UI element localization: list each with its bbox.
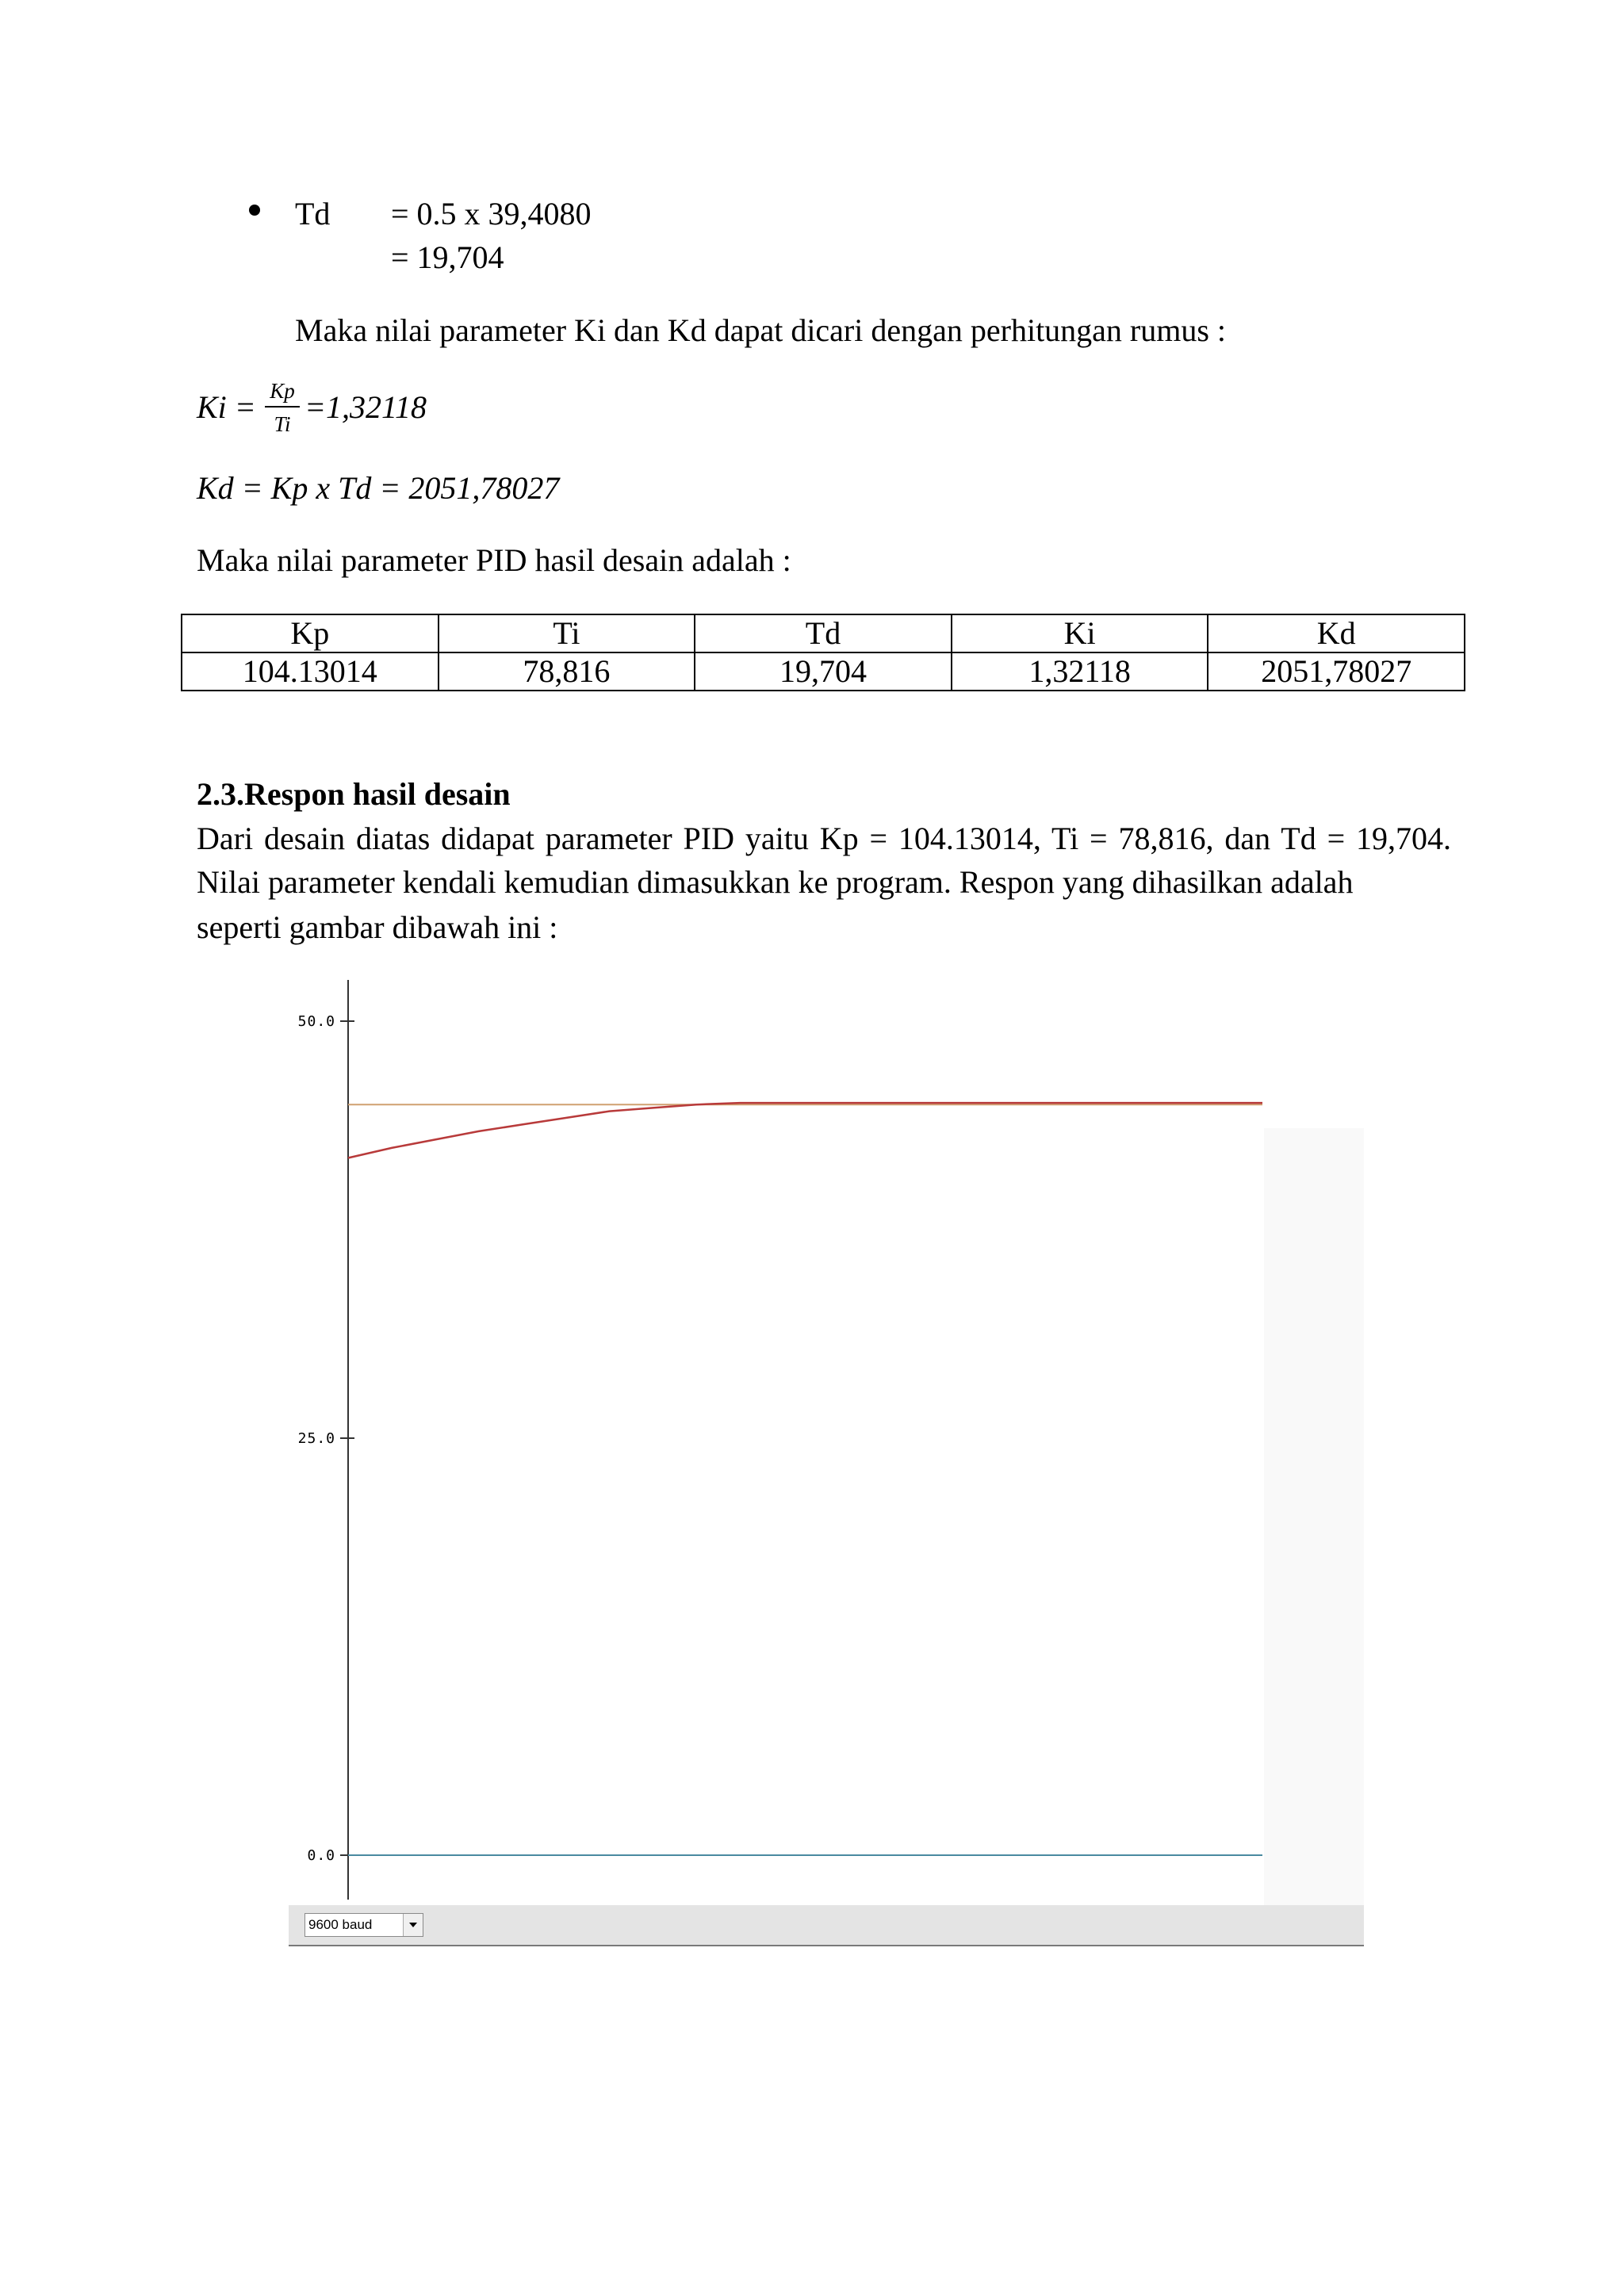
table-cell: 78,816 bbox=[439, 652, 695, 691]
chevron-down-icon[interactable] bbox=[403, 1914, 423, 1936]
ki-rhs: =1,32118 bbox=[304, 389, 427, 425]
section-paragraph: Dari desain diatas didapat parameter PID yaitu Kp = 104.13014, Ti = 78,816, dan Td = 19,704. Nilai parameter kendali kemudian dimasukkan ke program. Respon yang dihasilkan adalah bbox=[197, 821, 1451, 900]
y-tick-label: 50.0 bbox=[297, 1013, 335, 1030]
plot-background-edge bbox=[1264, 1128, 1364, 1905]
section-heading: 2.3.Respon hasil desain bbox=[197, 776, 511, 812]
ki-numerator: Kp bbox=[270, 379, 295, 403]
pid-table bbox=[181, 614, 1465, 691]
ki-denominator: Ti bbox=[274, 412, 291, 436]
series-line-1 bbox=[348, 1103, 1262, 1158]
td-calc-line2: = 19,704 bbox=[391, 239, 504, 275]
table-cell: 19,704 bbox=[695, 652, 952, 691]
td-calc-line1: = 0.5 x 39,4080 bbox=[391, 196, 592, 232]
table-header-cell: Kp bbox=[182, 614, 439, 652]
table-cell: 2051,78027 bbox=[1208, 652, 1465, 691]
table-row bbox=[182, 652, 1465, 691]
table-cell: 1,32118 bbox=[952, 652, 1208, 691]
table-cell: 104.13014 bbox=[182, 652, 439, 691]
table-header-cell: Ti bbox=[439, 614, 695, 652]
serial-plotter bbox=[289, 974, 1364, 1905]
baud-rate-value: 9600 baud bbox=[308, 1917, 373, 1932]
table-header-cell: Ki bbox=[952, 614, 1208, 652]
section-paragraph-last: seperti gambar dibawah ini : bbox=[197, 909, 558, 945]
table-header-cell: Kd bbox=[1208, 614, 1465, 652]
table-intro: Maka nilai parameter PID hasil desain adalah : bbox=[197, 542, 791, 578]
table-header-row bbox=[182, 614, 1465, 652]
baud-rate-select[interactable] bbox=[304, 1913, 423, 1937]
response-chart bbox=[289, 974, 1364, 1905]
table-header-cell: Td bbox=[695, 614, 952, 652]
ki-lhs: Ki = bbox=[197, 389, 256, 425]
td-label: Td bbox=[295, 196, 331, 232]
kd-formula: Kd = Kp x Td = 2051,78027 bbox=[197, 470, 560, 506]
bullet-point bbox=[249, 205, 260, 216]
serial-plotter-toolbar bbox=[289, 1905, 1364, 1946]
fraction-bar bbox=[265, 406, 300, 408]
y-tick-label: 25.0 bbox=[297, 1430, 335, 1447]
y-tick-label: 0.0 bbox=[307, 1847, 335, 1864]
intro-text: Maka nilai parameter Ki dan Kd dapat dicari dengan perhitungan rumus : bbox=[295, 312, 1227, 348]
